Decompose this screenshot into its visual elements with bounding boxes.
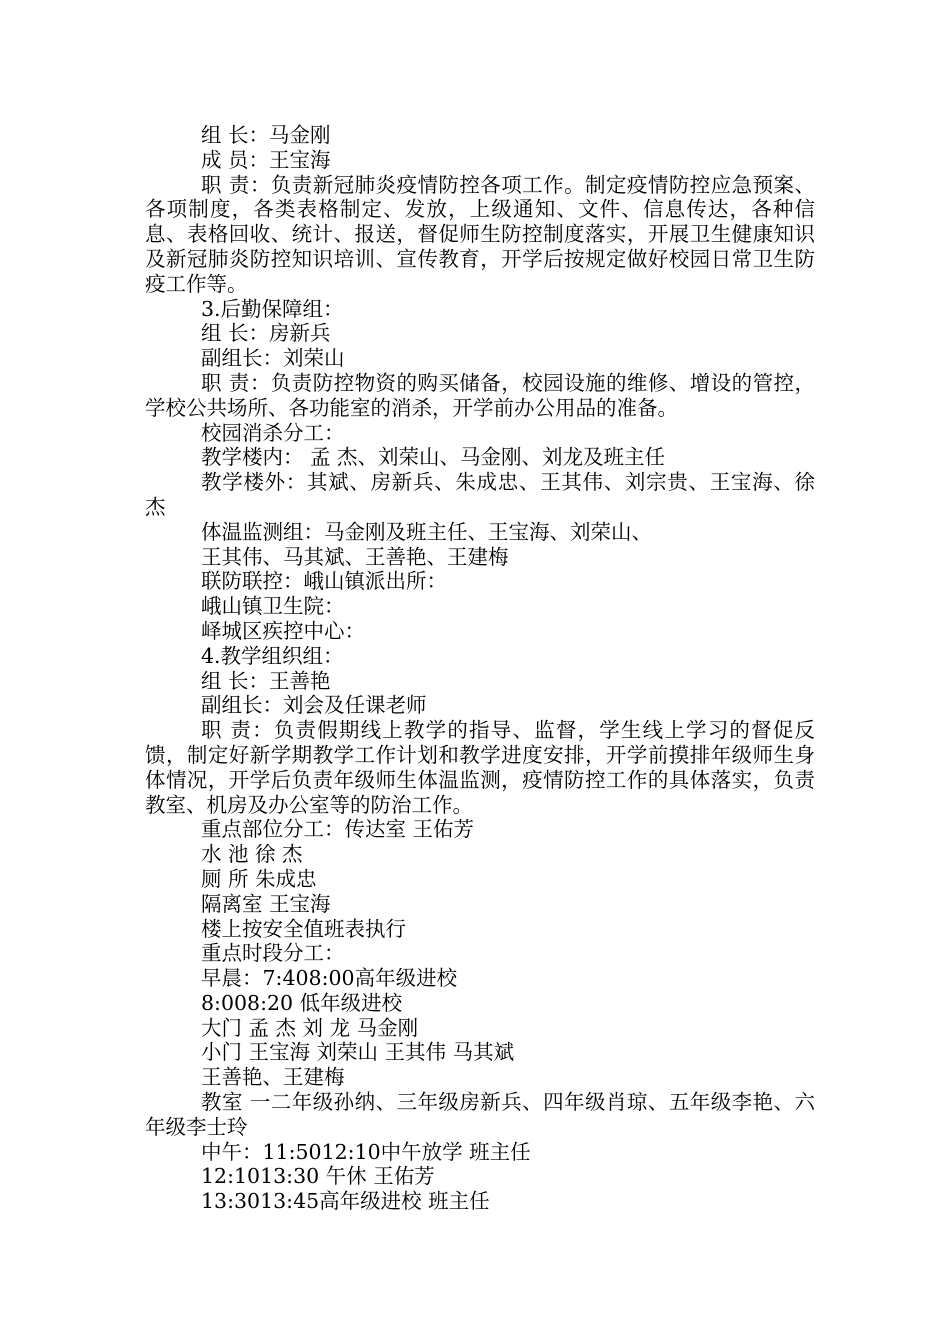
paragraph: 副组长：刘荣山 <box>201 346 345 371</box>
paragraph: 教学楼内： 孟 杰、刘荣山、马金刚、刘龙及班主任 <box>201 445 666 470</box>
paragraph: 联防联控：峨山镇派出所： <box>201 569 447 594</box>
paragraph: 教学楼外：其斌、房新兵、朱成忠、王其伟、刘宗贵、王宝海、徐杰 <box>145 470 815 519</box>
paragraph: 大门 孟 杰 刘 龙 马金刚 <box>201 1015 419 1040</box>
paragraph: 早晨：7:408:00高年级进校 <box>201 966 458 991</box>
paragraph: 水 池 徐 杰 <box>201 842 303 867</box>
paragraph: 组 长：马金刚 <box>201 123 331 147</box>
paragraph: 王其伟、马其斌、王善艳、王建梅 <box>201 544 509 569</box>
document-body <box>145 123 815 1214</box>
paragraph: 体温监测组：马金刚及班主任、王宝海、刘荣山、 <box>201 519 652 544</box>
paragraph: 组 长：房新兵 <box>201 321 331 346</box>
paragraph: 8:008:20 低年级进校 <box>201 990 403 1015</box>
paragraph: 重点部位分工：传达室 王佑芳 <box>201 817 475 842</box>
paragraph: 副组长：刘会及任课老师 <box>201 693 427 718</box>
paragraph: 小门 王宝海 刘荣山 王其伟 马其斌 <box>201 1040 515 1065</box>
paragraph: 隔离室 王宝海 <box>201 891 331 916</box>
paragraph: 重点时段分工： <box>201 941 345 966</box>
paragraph: 教室 一二年级孙纳、三年级房新兵、四年级肖琼、五年级李艳、六年级李士玲 <box>145 1090 815 1139</box>
paragraph: 峄城区疾控中心： <box>201 618 365 643</box>
paragraph: 校园消杀分工： <box>201 420 345 445</box>
paragraph: 组 长：王善艳 <box>201 668 331 693</box>
paragraph: 王善艳、王建梅 <box>201 1065 345 1090</box>
paragraph: 13:3013:45高年级进校 班主任 <box>201 1189 490 1214</box>
paragraph: 成 员：王宝海 <box>201 147 331 172</box>
paragraph: 12:1013:30 午休 王佑芳 <box>201 1164 435 1189</box>
paragraph: 职 责：负责假期线上教学的指导、监督，学生线上学习的督促反馈，制定好新学期教学工作计划和教学进度安排，开学前摸排年级师生身体情况，开学后负责年级师生体温监测，疫情防控工作的具体落实，负责教室、机房及办公室等的防治工作。 <box>145 718 815 817</box>
section-heading: 4.教学组织组： <box>201 643 344 668</box>
section-heading: 3.后勤保障组： <box>201 296 344 321</box>
paragraph: 峨山镇卫生院： <box>201 594 345 619</box>
paragraph: 中午：11:5012:10中午放学 班主任 <box>201 1139 531 1164</box>
paragraph: 职 责：负责防控物资的购买储备，校园设施的维修、增设的管控，学校公共场所、各功能室的消杀，开学前办公用品的准备。 <box>145 370 815 420</box>
paragraph: 厕 所 朱成忠 <box>201 866 317 891</box>
paragraph: 楼上按安全值班表执行 <box>201 916 406 941</box>
paragraph: 职 责：负责新冠肺炎疫情防控各项工作。制定疫情防控应急预案、各项制度，各类表格制定、发放，上级通知、文件、信息传达，各种信息、表格回收、统计、报送，督促师生防控制度落实，开展卫生健康知识及新冠肺炎防控知识培训、宣传教育，开学后按规定做好校园日常卫生防疫工作等。 <box>145 172 815 296</box>
